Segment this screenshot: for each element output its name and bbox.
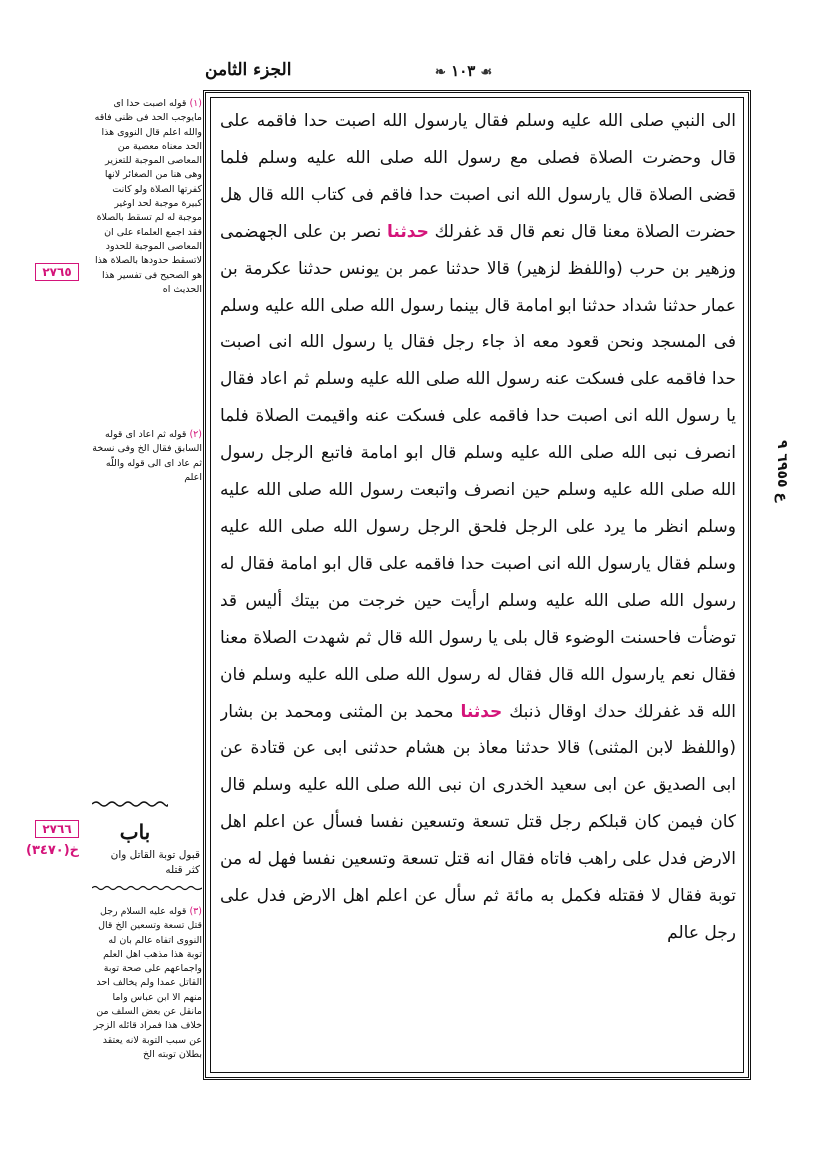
hadith-number-box-1: ٢٧٦٥ xyxy=(35,263,79,281)
page-header xyxy=(205,56,745,90)
ornament-right-icon: ☙ xyxy=(480,65,493,80)
side-note-3 xyxy=(92,905,202,1062)
right-margin-mark: ع ٦٩٥٥ ٩ xyxy=(774,440,790,503)
part-title: الجزء الثامن xyxy=(205,60,292,80)
cross-reference-mark: خ(٣٤٧٠) xyxy=(26,843,80,858)
side-note-1-text: قوله اصبت حدا اى مايوجب الحد فى ظنى فاقه والله اعلم قال النووى هذا الحد معناه معصية من المعاصى الموجبة للتعزير وهى هنا من الصغائر لانها كفرتها الصلاة ولو كانت كبيرة موجبة لحد اوغير موجبة له لم تسقط بالصلاة فقد اجمع العلماء على ان المعاصى الموجبة للحدود لاتسقط حدودها بالصلاة هذا هو الصحيح فى تفسير هذا الحديث اه xyxy=(94,98,202,295)
side-note-1 xyxy=(92,97,202,297)
text-paragraph-b: نصر بن على الجهضمى وزهير بن حرب (واللفظ لزهير) قالا حدثنا عمر بن يونس حدثنا عكرمة بن عمار حدثنا شداد حدثنا ابو امامة قال بينما رسول الله صلى الله عليه وسلم فى المسجد ونحن قعود معه اذ جاء رجل فقال يا رسول الله انى اصبت حدا فاقمه على فسكت عنه رسول الله صلى الله عليه وسلم ثم اعاد فقال يا رسول الله انى اصبت حدا فاقمه على فسكت عنه واقيمت الصلاة فلما انصرف نبى الله صلى الله عليه وسلم قال ابو امامة فاتبع الرجل رسول الله صلى الله عليه وسلم حين انصرف واتبعت رسول الله صلى الله عليه وسلم انظر ما يرد على الرجل فلحق الرجل رسول الله صلى الله عليه وسلم فقال يارسول الله انى اصبت حدا فاقمه على قال ابو امامة فقال له رسول الله صلى الله عليه وسلم ارأيت حين خرجت من بيتك أليس قد توضأت فاحسنت الوضوء قال بلى يا رسول الله قال ثم شهدت الصلاة معنا فقال نعم يارسول الله قال فقال له رسول الله صلى الله عليه وسلم فان الله قد غفرلك حدك اوقال ذنبك xyxy=(220,221,736,722)
highlight-haddathana-2: حدثنا xyxy=(460,701,503,722)
side-note-3-text: قوله عليه السلام رجل قتل تسعة وتسعين الخ قال النووى اتفاه عالم بان له توبة هذا مذهب اهل العلم واجماعهم على صحة توبة القاتل عمدا ولم يخالف احد منهم الا ابن عباس واما مانقل عن بعض السلف من خلاف هذا فمراد قائله الزجر عن سبب التوبة لانه يعتقد بطلان توبته الخ xyxy=(93,906,202,1060)
side-note-1-number: (١) xyxy=(189,98,202,109)
text-paragraph-c: محمد بن المثنى ومحمد بن بشار (واللفظ لابن المثنى) قالا حدثنا معاذ بن هشام حدثنى ابى عن قتادة عن ابى الصديق عن ابى سعيد الخدرى ان نبى الله صلى الله عليه وسلم قال كان فيمن كان قبلكم رجل قتل تسعة وتسعين نفسا فسأل عن اعلم اهل الارض فدل على راهب فاتاه فقال انه قتل تسعة وتسعين نفسا فهل له من توبة فقال لا فقتله فكمل به مائة ثم سأل عن اعلم اهل الارض فدل على رجل عالم xyxy=(220,701,736,943)
hadith-number-box-2: ٢٧٦٦ xyxy=(35,820,79,838)
side-note-3-number: (٣) xyxy=(189,906,202,917)
main-text-body xyxy=(220,103,736,1068)
main-text-frame xyxy=(203,90,751,1080)
bab-title: باب xyxy=(119,820,151,844)
bab-bottom-ornament-icon xyxy=(92,885,202,891)
side-note-2-text: قوله ثم اعاد اى قوله السابق فقال الخ وفى نسخة ثم عاد اى الى قوله واللّه اعلم xyxy=(92,429,202,483)
bab-top-ornament-icon xyxy=(92,800,168,808)
page-number xyxy=(435,62,492,80)
side-note-2-number: (٢) xyxy=(189,429,202,440)
ornament-left-icon: ❧ xyxy=(435,65,446,80)
highlight-haddathana-1: حدثنا xyxy=(387,221,429,242)
text-paragraph-a: الى النبي صلى الله عليه وسلم فقال يارسول الله اصبت حدا فاقمه على قال وحضرت الصلاة فصلى مع رسول الله صلى الله عليه وسلم فلما قضى الصلاة قال يارسول الله انى اصبت حدا فاقم فى كتاب الله قال هل حضرت الصلاة معنا قال نعم قال قد غفرلك xyxy=(220,111,736,242)
side-note-2 xyxy=(92,428,202,485)
bab-subtitle: قبول توبة القاتل وان كثر قتله xyxy=(110,849,200,876)
page-number-value: ١٠٣ xyxy=(451,62,476,80)
